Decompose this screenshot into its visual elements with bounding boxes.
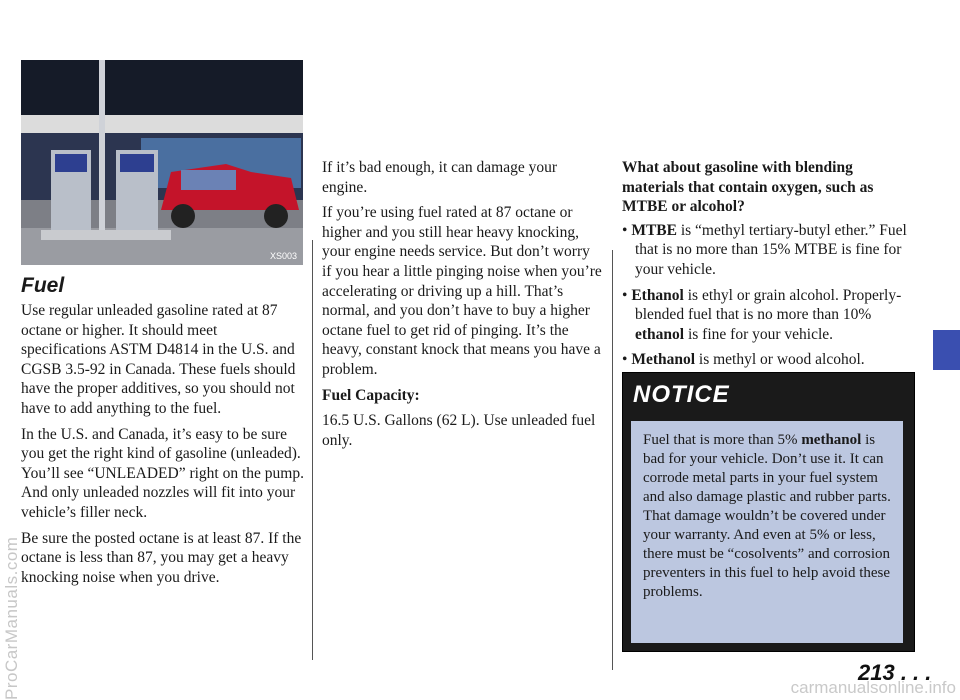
term-methanol: Methanol bbox=[631, 351, 696, 369]
bullet-methanol: • Methanol is methyl or wood alcohol. bbox=[622, 351, 865, 369]
bullet-ethanol: • Ethanol is ethyl or grain alcohol. Properly-blended fuel that is no more than 10% ethanol is fine for your vehicle. bbox=[622, 286, 902, 343]
section-heading-fuel: Fuel bbox=[21, 274, 65, 297]
bullet-mtbe: • MTBE is “methyl tertiary-butyl ether.” Fuel that is no more than 15% MTBE is fine for your vehicle. bbox=[622, 221, 907, 278]
fuel-paragraph-1: Use regular unleaded gasoline rated at 87 octane or higher. It should meet specifications ASTM D4814 in the U.S. and CGSB 3.5-92 in Canada. These fuels should have the proper additives, so you should not have to add anything to the fuel. bbox=[21, 302, 296, 417]
photo-code: XS003 bbox=[269, 251, 297, 261]
fuel-capacity-heading: Fuel Capacity: bbox=[322, 386, 420, 404]
notice-term-methanol: methanol bbox=[801, 432, 862, 448]
notice-text-a: Fuel that is more than 5% bbox=[643, 432, 798, 448]
gas-station-illustration bbox=[21, 60, 303, 265]
methanol-text: is methyl or wood alcohol. bbox=[695, 351, 865, 369]
term-ethanol: Ethanol bbox=[631, 286, 684, 304]
section-tab-marker bbox=[933, 330, 960, 370]
fuel-capacity-text: 16.5 U.S. Gallons (62 L). Use unleaded fuel only. bbox=[322, 412, 596, 449]
term-ethanol-inline: ethanol bbox=[635, 325, 685, 343]
column-divider-1 bbox=[312, 240, 313, 660]
fuel-paragraph-2: In the U.S. and Canada, it’s easy to be sure you get the right kind of gasoline (unleaded). You’ll see “UNLEADED” right on the pump. And only unleaded nozzles will fit into your vehicle’s filler neck. bbox=[21, 425, 304, 521]
notice-title: NOTICE bbox=[633, 381, 730, 408]
ethanol-text-2: is fine for your vehicle. bbox=[684, 325, 834, 343]
page-number: 213 . . . bbox=[858, 660, 932, 685]
watermark-corner: carmanualsonline.info bbox=[790, 678, 956, 697]
notice-body bbox=[631, 421, 903, 643]
fuel-station-photo bbox=[21, 60, 303, 265]
watermark-side: ProCarManuals.com bbox=[2, 536, 21, 700]
damage-paragraph: If it’s bad enough, it can damage your engine. bbox=[322, 159, 558, 196]
notice-text-b: is bad for your vehicle. Don’t use it. It can corrode metal parts in your fuel system and also damage plastic and rubber parts. That damage wouldn’t be covered under your warranty. And even at 5% or less, there must be “cosolvents” and corrosion preventers in this fuel to help avoid these problems. bbox=[643, 432, 891, 600]
knocking-paragraph: If you’re using fuel rated at 87 octane or higher and you still hear heavy knocking, your engine needs service. But don’t worry if you hear a little pinging noise when you’re accelerating or driving up a hill. That’s normal, and you don’t have to buy a higher octane fuel to get rid of pinging. It’s the heavy, constant knock that means you have a problem. bbox=[322, 204, 602, 378]
fuel-paragraph-3: Be sure the posted octane is at least 87. If the octane is less than 87, you may get a heavy knocking noise when you drive. bbox=[21, 529, 302, 586]
column-3 bbox=[622, 158, 916, 376]
mtbe-text: is “methyl tertiary-butyl ether.” Fuel that is no more than 15% MTBE is fine for your vehicle. bbox=[635, 221, 907, 278]
term-mtbe: MTBE bbox=[631, 221, 677, 239]
column-1 bbox=[21, 274, 305, 593]
notice-box bbox=[622, 372, 915, 652]
column-2 bbox=[322, 158, 602, 456]
column-divider-2 bbox=[612, 250, 613, 670]
oxygenates-question: What about gasoline with blending materials that contain oxygen, such as MTBE or alcohol? bbox=[622, 159, 874, 216]
ethanol-text: is ethyl or grain alcohol. Properly-blended fuel that is no more than 10% bbox=[635, 286, 902, 324]
